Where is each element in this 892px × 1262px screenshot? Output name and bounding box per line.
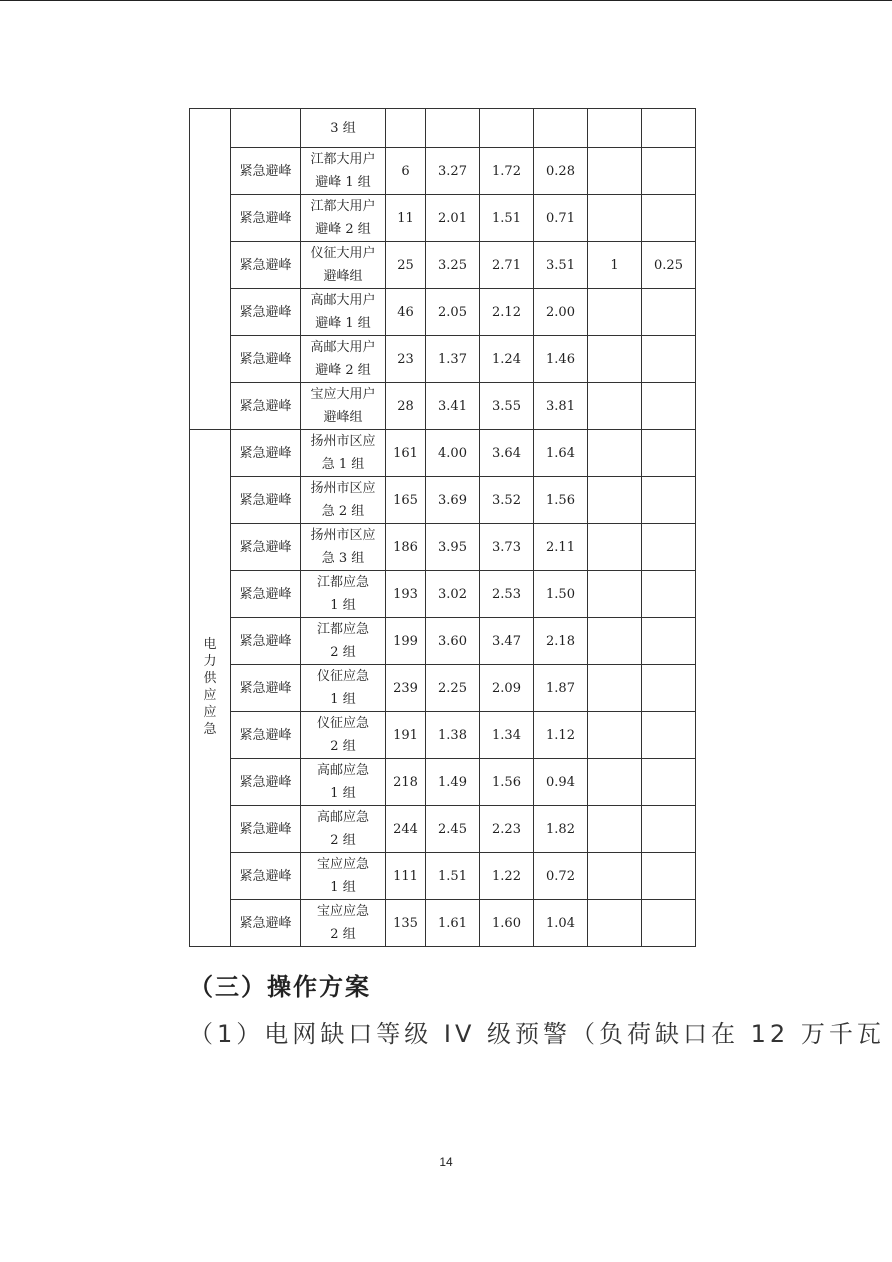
- value5-cell: [642, 571, 696, 618]
- table-row: [190, 109, 696, 148]
- table-row: [190, 806, 696, 853]
- type-cell: 紧急避峰: [231, 665, 301, 712]
- value4-cell: [588, 759, 642, 806]
- value5-cell: [642, 712, 696, 759]
- group-name-line: 扬州市区应: [310, 528, 376, 543]
- table-row: [190, 853, 696, 900]
- group-name-cell: [301, 242, 386, 289]
- value5-cell: [642, 665, 696, 712]
- value4-cell: [588, 853, 642, 900]
- group-name-line: 宝应大用户: [310, 387, 376, 402]
- value3-cell: 1.87: [534, 665, 588, 712]
- value3-cell: 1.04: [534, 900, 588, 947]
- group-name-line: 1 组: [330, 598, 356, 613]
- group-name-line: 江都应急: [316, 622, 369, 637]
- value3-cell: 1.12: [534, 712, 588, 759]
- value4-cell: [588, 195, 642, 242]
- type-cell: 紧急避峰: [231, 430, 301, 477]
- group-name-line: 江都大用户: [310, 152, 376, 167]
- count-cell: 11: [386, 195, 426, 242]
- group-name-cell: [301, 430, 386, 477]
- type-cell: 紧急避峰: [231, 148, 301, 195]
- value2-cell: 3.64: [480, 430, 534, 477]
- group-name-line: 急 3 组: [321, 551, 365, 566]
- group-a-label-cell: [190, 109, 231, 430]
- type-cell: 紧急避峰: [231, 759, 301, 806]
- value3-cell: 1.56: [534, 477, 588, 524]
- type-cell: 紧急避峰: [231, 571, 301, 618]
- value5-cell: [642, 477, 696, 524]
- value2-cell: 2.23: [480, 806, 534, 853]
- type-cell: 紧急避峰: [231, 712, 301, 759]
- group-name-cell: [301, 571, 386, 618]
- value2-cell: 1.60: [480, 900, 534, 947]
- value5-cell: [642, 618, 696, 665]
- group-b-label-cell: [190, 430, 231, 947]
- group-name-line: 急 1 组: [321, 457, 365, 472]
- group-name-cell: [301, 477, 386, 524]
- table-row: [190, 712, 696, 759]
- type-cell: 紧急避峰: [231, 242, 301, 289]
- table-row: [190, 383, 696, 430]
- value5-cell: [642, 195, 696, 242]
- value2-cell: 3.73: [480, 524, 534, 571]
- count-cell: 28: [386, 383, 426, 430]
- group-name-line: 高邮应急: [316, 763, 369, 778]
- value2-cell: 1.72: [480, 148, 534, 195]
- value3-cell: 0.71: [534, 195, 588, 242]
- group-name-line: 2 组: [330, 739, 356, 754]
- group-name-line: 高邮大用户: [310, 340, 376, 355]
- value1-cell: 3.60: [426, 618, 480, 665]
- value3-cell: 3.51: [534, 242, 588, 289]
- value1-cell: 3.02: [426, 571, 480, 618]
- emergency-load-table: [189, 108, 696, 947]
- value3-cell: 2.00: [534, 289, 588, 336]
- emergency-load-table-container: [189, 108, 696, 947]
- group-name-line: 避峰 1 组: [315, 316, 371, 331]
- value1-cell: 2.01: [426, 195, 480, 242]
- value4-cell: [588, 665, 642, 712]
- value4-cell: [588, 571, 642, 618]
- value2-cell: 2.71: [480, 242, 534, 289]
- count-cell: 161: [386, 430, 426, 477]
- table-row: [190, 665, 696, 712]
- value5-cell: [642, 853, 696, 900]
- value4-cell: [588, 336, 642, 383]
- table-row: [190, 524, 696, 571]
- group-name-cell: [301, 853, 386, 900]
- group-name-line: 江都大用户: [310, 199, 376, 214]
- value1-cell: 2.05: [426, 289, 480, 336]
- value1-cell: 1.38: [426, 712, 480, 759]
- count-cell: 25: [386, 242, 426, 289]
- section-heading: （三）操作方案: [189, 973, 371, 1001]
- table-row: [190, 289, 696, 336]
- value2-cell: [480, 109, 534, 148]
- group-name-line: 高邮应急: [316, 810, 369, 825]
- value4-cell: [588, 806, 642, 853]
- group-name-line: 江都应急: [316, 575, 369, 590]
- value4-cell: [588, 477, 642, 524]
- value1-cell: 3.25: [426, 242, 480, 289]
- group-name-line: 宝应应急: [316, 904, 369, 919]
- value4-cell: [588, 900, 642, 947]
- value2-cell: 1.34: [480, 712, 534, 759]
- type-cell: 紧急避峰: [231, 383, 301, 430]
- table-row: [190, 195, 696, 242]
- group-name-cell: [301, 900, 386, 947]
- group-name-cell: [301, 109, 386, 148]
- type-cell: 紧急避峰: [231, 336, 301, 383]
- group-name-cell: [301, 618, 386, 665]
- count-cell: 199: [386, 618, 426, 665]
- table-row: [190, 430, 696, 477]
- value3-cell: 0.28: [534, 148, 588, 195]
- value2-cell: 2.53: [480, 571, 534, 618]
- group-name-line: 高邮大用户: [310, 293, 376, 308]
- value5-cell: [642, 759, 696, 806]
- type-cell: 紧急避峰: [231, 289, 301, 336]
- value3-cell: 1.64: [534, 430, 588, 477]
- type-cell: 紧急避峰: [231, 618, 301, 665]
- type-cell: 紧急避峰: [231, 900, 301, 947]
- value4-cell: [588, 148, 642, 195]
- value5-cell: 0.25: [642, 242, 696, 289]
- value2-cell: 2.12: [480, 289, 534, 336]
- value5-cell: [642, 900, 696, 947]
- value2-cell: 3.47: [480, 618, 534, 665]
- group-name-line: 仪征应急: [316, 669, 369, 684]
- value3-cell: [534, 109, 588, 148]
- value3-cell: 2.11: [534, 524, 588, 571]
- group-name-line: 宝应应急: [316, 857, 369, 872]
- value3-cell: 2.18: [534, 618, 588, 665]
- count-cell: 186: [386, 524, 426, 571]
- value1-cell: 1.37: [426, 336, 480, 383]
- group-name-line: 避峰 2 组: [315, 363, 371, 378]
- value4-cell: [588, 109, 642, 148]
- table-row: [190, 242, 696, 289]
- count-cell: 6: [386, 148, 426, 195]
- group-name-line: 避峰 1 组: [315, 175, 371, 190]
- value5-cell: [642, 109, 696, 148]
- body-paragraph-line: （1）电网缺口等级 IV 级预警（负荷缺口在 12 万千瓦: [189, 1020, 885, 1048]
- value3-cell: 1.50: [534, 571, 588, 618]
- value4-cell: [588, 618, 642, 665]
- value1-cell: 1.51: [426, 853, 480, 900]
- count-cell: 23: [386, 336, 426, 383]
- value1-cell: 3.41: [426, 383, 480, 430]
- group-name-line: 避峰 2 组: [315, 222, 371, 237]
- count-cell: 165: [386, 477, 426, 524]
- table-row: [190, 759, 696, 806]
- value2-cell: 3.52: [480, 477, 534, 524]
- value2-cell: 1.51: [480, 195, 534, 242]
- group-name-cell: [301, 712, 386, 759]
- value4-cell: [588, 383, 642, 430]
- value2-cell: 1.24: [480, 336, 534, 383]
- group-name-line: 1 组: [330, 786, 356, 801]
- group-name-cell: [301, 289, 386, 336]
- value3-cell: 0.94: [534, 759, 588, 806]
- value1-cell: [426, 109, 480, 148]
- value2-cell: 2.09: [480, 665, 534, 712]
- value4-cell: [588, 289, 642, 336]
- value5-cell: [642, 383, 696, 430]
- value1-cell: 2.45: [426, 806, 480, 853]
- group-name-cell: [301, 195, 386, 242]
- count-cell: [386, 109, 426, 148]
- value4-cell: 1: [588, 242, 642, 289]
- group-name-line: 急 2 组: [321, 504, 365, 519]
- value5-cell: [642, 430, 696, 477]
- value1-cell: 2.25: [426, 665, 480, 712]
- value4-cell: [588, 712, 642, 759]
- type-cell: 紧急避峰: [231, 195, 301, 242]
- value5-cell: [642, 289, 696, 336]
- count-cell: 111: [386, 853, 426, 900]
- page-number: 14: [439, 1155, 453, 1169]
- type-cell: [231, 109, 301, 148]
- group-name-line: 扬州市区应: [310, 434, 376, 449]
- group-name-line: 仪征大用户: [310, 246, 376, 261]
- type-cell: 紧急避峰: [231, 524, 301, 571]
- value1-cell: 3.95: [426, 524, 480, 571]
- group-name-cell: [301, 759, 386, 806]
- count-cell: 191: [386, 712, 426, 759]
- value3-cell: 1.82: [534, 806, 588, 853]
- page-top-border: [0, 0, 892, 1]
- value3-cell: 3.81: [534, 383, 588, 430]
- value2-cell: 3.55: [480, 383, 534, 430]
- value2-cell: 1.56: [480, 759, 534, 806]
- value1-cell: 1.49: [426, 759, 480, 806]
- group-name-line: 扬州市区应: [310, 481, 376, 496]
- group-name-line: 2 组: [330, 927, 356, 942]
- count-cell: 218: [386, 759, 426, 806]
- group-name-cell: [301, 665, 386, 712]
- count-cell: 193: [386, 571, 426, 618]
- group-name-line: 1 组: [330, 880, 356, 895]
- table-row: [190, 571, 696, 618]
- group-name-cell: [301, 148, 386, 195]
- group-name-line: 仪征应急: [316, 716, 369, 731]
- group-name-cell: [301, 383, 386, 430]
- group-name-cell: [301, 524, 386, 571]
- value1-cell: 1.61: [426, 900, 480, 947]
- value4-cell: [588, 524, 642, 571]
- value1-cell: 3.69: [426, 477, 480, 524]
- table-row: [190, 618, 696, 665]
- table-row: [190, 336, 696, 383]
- group-name-line: 避峰组: [323, 269, 363, 284]
- count-cell: 135: [386, 900, 426, 947]
- count-cell: 239: [386, 665, 426, 712]
- group-name-line: 2 组: [330, 645, 356, 660]
- value5-cell: [642, 806, 696, 853]
- group-name-line: 1 组: [330, 692, 356, 707]
- value5-cell: [642, 524, 696, 571]
- type-cell: 紧急避峰: [231, 806, 301, 853]
- value2-cell: 1.22: [480, 853, 534, 900]
- group-name-cell: [301, 806, 386, 853]
- group-name-cell: [301, 336, 386, 383]
- group-name-line: 3 组: [330, 120, 356, 136]
- group-name-line: 避峰组: [323, 410, 363, 425]
- value1-cell: 3.27: [426, 148, 480, 195]
- table-row: [190, 148, 696, 195]
- value3-cell: 1.46: [534, 336, 588, 383]
- type-cell: 紧急避峰: [231, 853, 301, 900]
- count-cell: 46: [386, 289, 426, 336]
- count-cell: 244: [386, 806, 426, 853]
- table-row: [190, 900, 696, 947]
- value4-cell: [588, 430, 642, 477]
- value5-cell: [642, 336, 696, 383]
- value3-cell: 0.72: [534, 853, 588, 900]
- group-b-label: 电力供应应急: [203, 636, 217, 737]
- value5-cell: [642, 148, 696, 195]
- table-row: [190, 477, 696, 524]
- group-name-line: 2 组: [330, 833, 356, 848]
- value1-cell: 4.00: [426, 430, 480, 477]
- type-cell: 紧急避峰: [231, 477, 301, 524]
